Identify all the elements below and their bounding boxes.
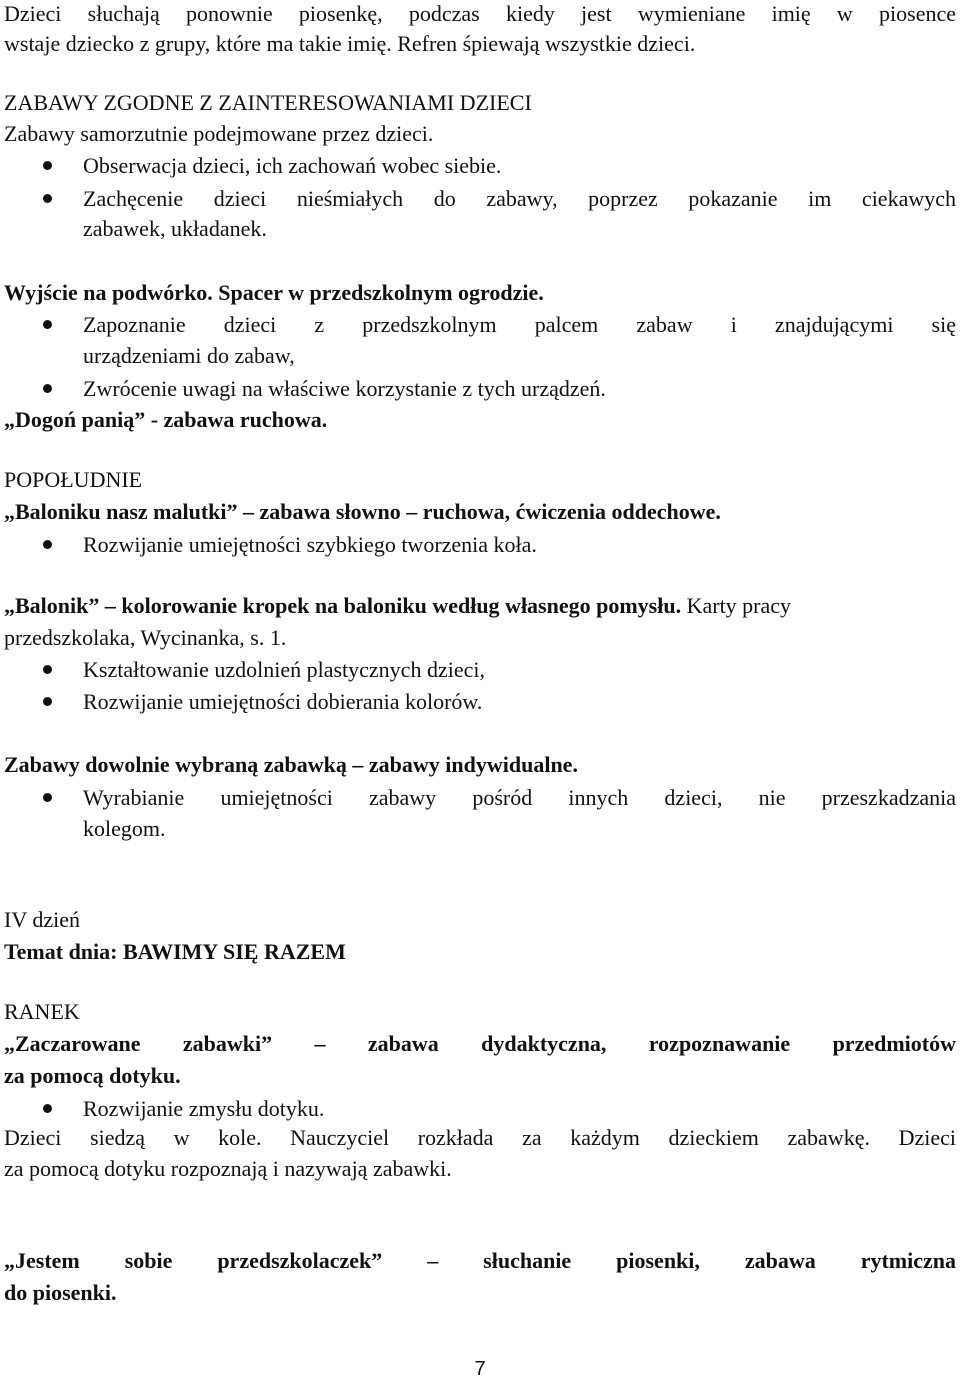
section-title-balloon-coloring (4, 592, 956, 620)
intro-line-2: wstaje dziecko z grupy, które ma takie imię. Refren śpiewają wszystkie dzieci. (4, 31, 696, 56)
paragraph-line-2: za pomocą dotyku rozpoznają i nazywają zabawki. (4, 1156, 452, 1181)
bullet-icon (43, 1104, 52, 1113)
paragraph-line-1: Dzieci siedzą w kole. Nauczyciel rozkłada za każdym dzieckiem zabawkę. Dzieci (4, 1125, 956, 1150)
section-title-continuation: za pomocą dotyku. (4, 1063, 181, 1088)
section-title-continuation: do piosenki. (4, 1280, 117, 1305)
section-title-continuation: przedszkolaka, Wycinanka, s. 1. (4, 625, 287, 650)
list-item: Rozwijanie umiejętności szybkiego tworzenia koła. (83, 532, 537, 557)
section-title-balloon-game: „Baloniku nasz malutki” – zabawa słowno – ruchowa, ćwiczenia oddechowe. (4, 499, 721, 524)
list-item: Kształtowanie uzdolnień plastycznych dzieci, (83, 657, 485, 682)
section-heading-afternoon: POPOŁUDNIE (4, 467, 143, 492)
bullet-icon (43, 161, 52, 170)
list-item: Rozwijanie zmysłu dotyku. (83, 1096, 325, 1121)
section-title-magic-toys: „Zaczarowane zabawki” – zabawa dydaktyczna, rozpoznawanie przedmiotów (4, 1031, 956, 1056)
list-item: Zachęcenie dzieci nieśmiałych do zabawy, poprzez pokazanie im ciekawych (83, 186, 956, 211)
bullet-icon (43, 320, 52, 329)
list-item-continuation: kolegom. (83, 816, 166, 841)
bullet-icon (43, 540, 52, 549)
section-title-spontaneous-play: Zabawy samorzutnie podejmowane przez dzieci. (4, 121, 434, 146)
list-item-continuation: zabawek, układanek. (83, 216, 267, 241)
section-title-free-play: Zabawy dowolnie wybraną zabawką – zabawy indywidualne. (4, 752, 578, 777)
section-heading-morning: RANEK (4, 999, 80, 1024)
bullet-icon (43, 793, 52, 802)
bullet-icon (43, 697, 52, 706)
bullet-icon (43, 194, 52, 203)
list-item: Rozwijanie umiejętności dobierania kolorów. (83, 689, 483, 714)
list-item: Wyrabianie umiejętności zabawy pośród innych dzieci, nie przeszkadzania (83, 785, 956, 810)
list-item: Obserwacja dzieci, ich zachowań wobec siebie. (83, 153, 502, 178)
section-heading-interests: ZABAWY ZGODNE Z ZAINTERESOWANIAMI DZIECI (4, 90, 532, 115)
section-title-yard: Wyjście na podwórko. Spacer w przedszkolnym ogrodzie. (4, 280, 544, 305)
game-title: „Dogoń panią” - zabawa ruchowa. (4, 407, 328, 432)
day-label: IV dzień (4, 907, 80, 932)
section-title-song: „Jestem sobie przedszkolaczek” – słuchanie piosenki, zabawa rytmiczna (4, 1248, 956, 1273)
day-topic: Temat dnia: BAWIMY SIĘ RAZEM (4, 939, 346, 964)
title-bold-part: „Balonik” – kolorowanie kropek na baloniku według własnego pomysłu. (4, 593, 682, 618)
list-item: Zapoznanie dzieci z przedszkolnym palcem zabaw i znajdującymi się (83, 312, 956, 337)
intro-line-1: Dzieci słuchają ponownie piosenkę, podczas kiedy jest wymieniane imię w piosence (4, 1, 956, 26)
bullet-icon (43, 384, 52, 393)
page-number: 7 (474, 1358, 486, 1380)
list-item-continuation: urządzeniami do zabaw, (83, 343, 295, 368)
bullet-icon (43, 665, 52, 674)
title-rest-part: Karty pracy (681, 593, 792, 618)
list-item: Zwrócenie uwagi na właściwe korzystanie z tych urządzeń. (83, 376, 606, 401)
